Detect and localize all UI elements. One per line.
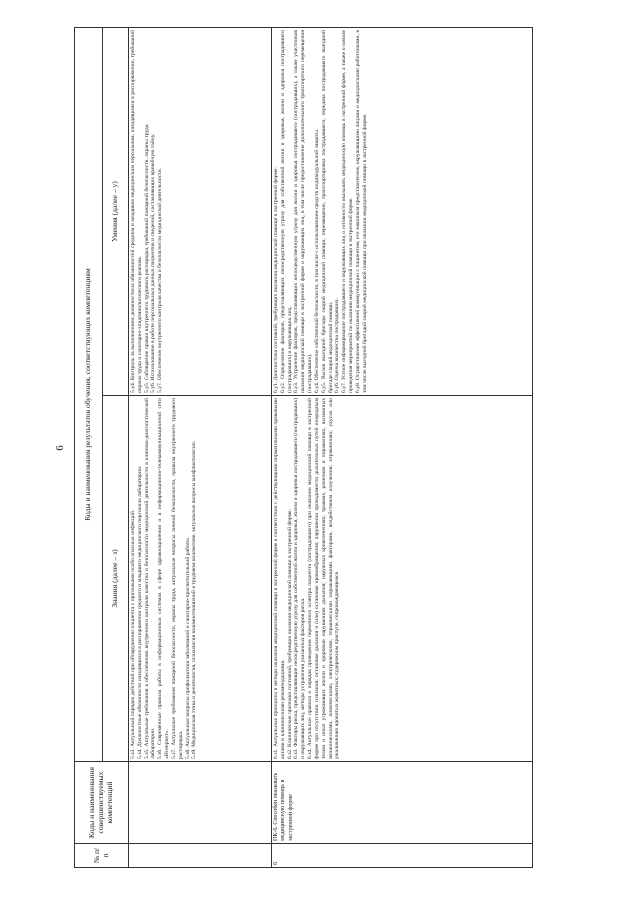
- skill-item: 6.у5. Вызов выездной бригады скорой медицинской помощи, перемещение, транспортировка пострадавшего, передача пострадавшего выездной бригаде скорой медицинской помощи.: [320, 29, 334, 393]
- knowledge-item: 6.з1. Актуальные принципы и методы оказания медицинской помощи в экстренной форме в соответствии с действующими нормативными правовыми актами и клиническими рекомендациями.: [273, 398, 286, 759]
- skills-cell: [272, 27, 533, 395]
- knowledge-item: 6.з4. Актуальные правила и порядок проведения первичного осмотра пациента (пострадавшего) при оказании медицинской помощи в экстренной форме при отсутствии сознания; остановке дыхания и (или) остановке кровообращения; нарушении проходимости дыхательных путей инородным телом и иных угрожающих жизни и здоровью нарушениях дыхания; наружных кровотечениях; травмах, ранениях и поражениях, вызванных механическими, химическими, электрическими, термическими поражающими факторами, воздействием излучения; отравлениях; укусах или ужаливаниях ядовитых животных; судорожном приступе, сопровождающемся: [307, 398, 341, 759]
- row-number: 6: [272, 844, 533, 868]
- header-skills: Умения (далее – у): [103, 27, 129, 395]
- knowledge-item: 5.з9. Медицинская этика и деонтология, психология взаимоотношений в трудовом коллективе, актуальные вопросы конфликтологии.: [191, 440, 198, 759]
- page-number: 6: [54, 445, 66, 451]
- knowledge-item: 5.з6. Современные правила работы в информационных системах в сфере здравоохранения и в информационно-телекоммуникационной сети «Интернет».: [157, 398, 171, 759]
- header-competency-code: Коды и наименования совершенствуемых компетенций: [75, 762, 129, 844]
- table-row: [272, 27, 533, 867]
- skill-item: 6.у3. Устранение факторов, представляющих непосредственную угрозу для жизни и здоровья пострадавшего (пострадавших), а также участников оказания медицинской помощи в экстренной форме и окружающих лиц, в том числе предоставление дополнительного транспортного перемещения (пострадавших).: [293, 29, 314, 393]
- competencies-table: [74, 27, 533, 868]
- skill-item: 5.у6. Использование в работе персональных данных пациентов и сведений, составляющих врачебную тайну.: [150, 133, 157, 393]
- table-row: [129, 27, 272, 867]
- knowledge-item: 6.з3. Факторы риска, представляющие непосредственную угрозу для собственной жизни и здоровья, жизни и здоровья пострадавшего (пострадавших) и окружающих лиц, методы устранения указанных факторов риска.: [293, 398, 307, 759]
- knowledge-item: 5.з3. Актуальный порядок действий при обнаружении пациента с признаками особо опасных инфекций.: [130, 509, 136, 759]
- skill-item: 5.у7. Обеспечение внутреннего контроля качества и безопасности медицинской деятельности.: [157, 168, 164, 393]
- knowledge-cell: [129, 396, 272, 762]
- knowledge-item: 5.з8. Актуальные вопросы профилактики заболеваний и санитарно-просветительной работы.: [184, 536, 191, 759]
- knowledge-item: 5.з7. Актуальные требования пожарной безопасности, охраны труда, актуальные вопросы личной безопасности, правила внутреннего трудового распорядка.: [170, 398, 184, 759]
- skill-item: 6.у1. Диагностика состояний, требующих оказания медицинской помощи в экстренной форме.: [273, 167, 279, 393]
- skill-item: 6.у6. Оценка количества пострадавших.: [334, 297, 341, 393]
- knowledge-cell: [272, 396, 533, 762]
- skill-item: 5.у5. Соблюдение правил внутреннего трудового распорядка, требований пожарной безопасности, охраны труда.: [143, 123, 150, 393]
- skill-item: 6.у4. Обеспечение собственной безопасности, в том числе с использованием средств индивидуальной защиты.: [313, 128, 320, 393]
- skill-item: 6.у2. Определение факторов, представляющих непосредственную угрозу для собственной жизни и здоровья, жизни и здоровья пострадавшего (пострадавших) и окружающих лиц.: [279, 29, 293, 393]
- rotated-page: [48, 28, 588, 868]
- header-number: № п/п: [75, 844, 129, 868]
- competency-code: [129, 762, 272, 844]
- skills-cell: [129, 27, 272, 395]
- skill-item: 5.у4. Контроль за выполнением должностных обязанностей средним и младшим медицинским персоналом, находящимся в распоряжении, требований охраны труда и санитарно-эпидемиологического режима.: [130, 29, 143, 393]
- skill-item: 6.у7. Устное информирование пострадавшего и окружающих лиц о готовности оказывать медицинскую помощь в экстренной форме, а также о начале проведения мероприятий по оказанию медицинской помощи в экстренной форме.: [341, 29, 354, 393]
- skill-item: 6.у8. Осуществление эффективной коммуникации с пациентом, его законным представителем, окружающими лицами и медицинскими работниками, в том числе выездной бригадой скорой медицинской помощи при оказании медицинской помощи в экстренной форме.: [354, 29, 368, 393]
- header-results-group: Коды и наименования результатов обучения, соответствующих компетенциям: [75, 27, 103, 761]
- competency-code: ПК-6. Способен оказывать медицинскую помощь в экстренной форме: [272, 762, 533, 844]
- knowledge-item: 6.з2. Клинические признаки состояний, требующих оказания медицинской помощи в экстренной форме.: [286, 509, 293, 759]
- header-knowledge: Знания (далее – з): [103, 396, 129, 762]
- knowledge-item: 5.з5. Актуальные требования к обеспечению внутреннего контроля качества и безопасности медицинской деятельности в клинико-диагностической лаборатории.: [143, 398, 157, 759]
- row-number: [129, 844, 272, 868]
- knowledge-item: 5.з4. Должностные обязанности находящихся в распоряжении среднего и младшего медицинского персонала лаборатории.: [136, 465, 143, 759]
